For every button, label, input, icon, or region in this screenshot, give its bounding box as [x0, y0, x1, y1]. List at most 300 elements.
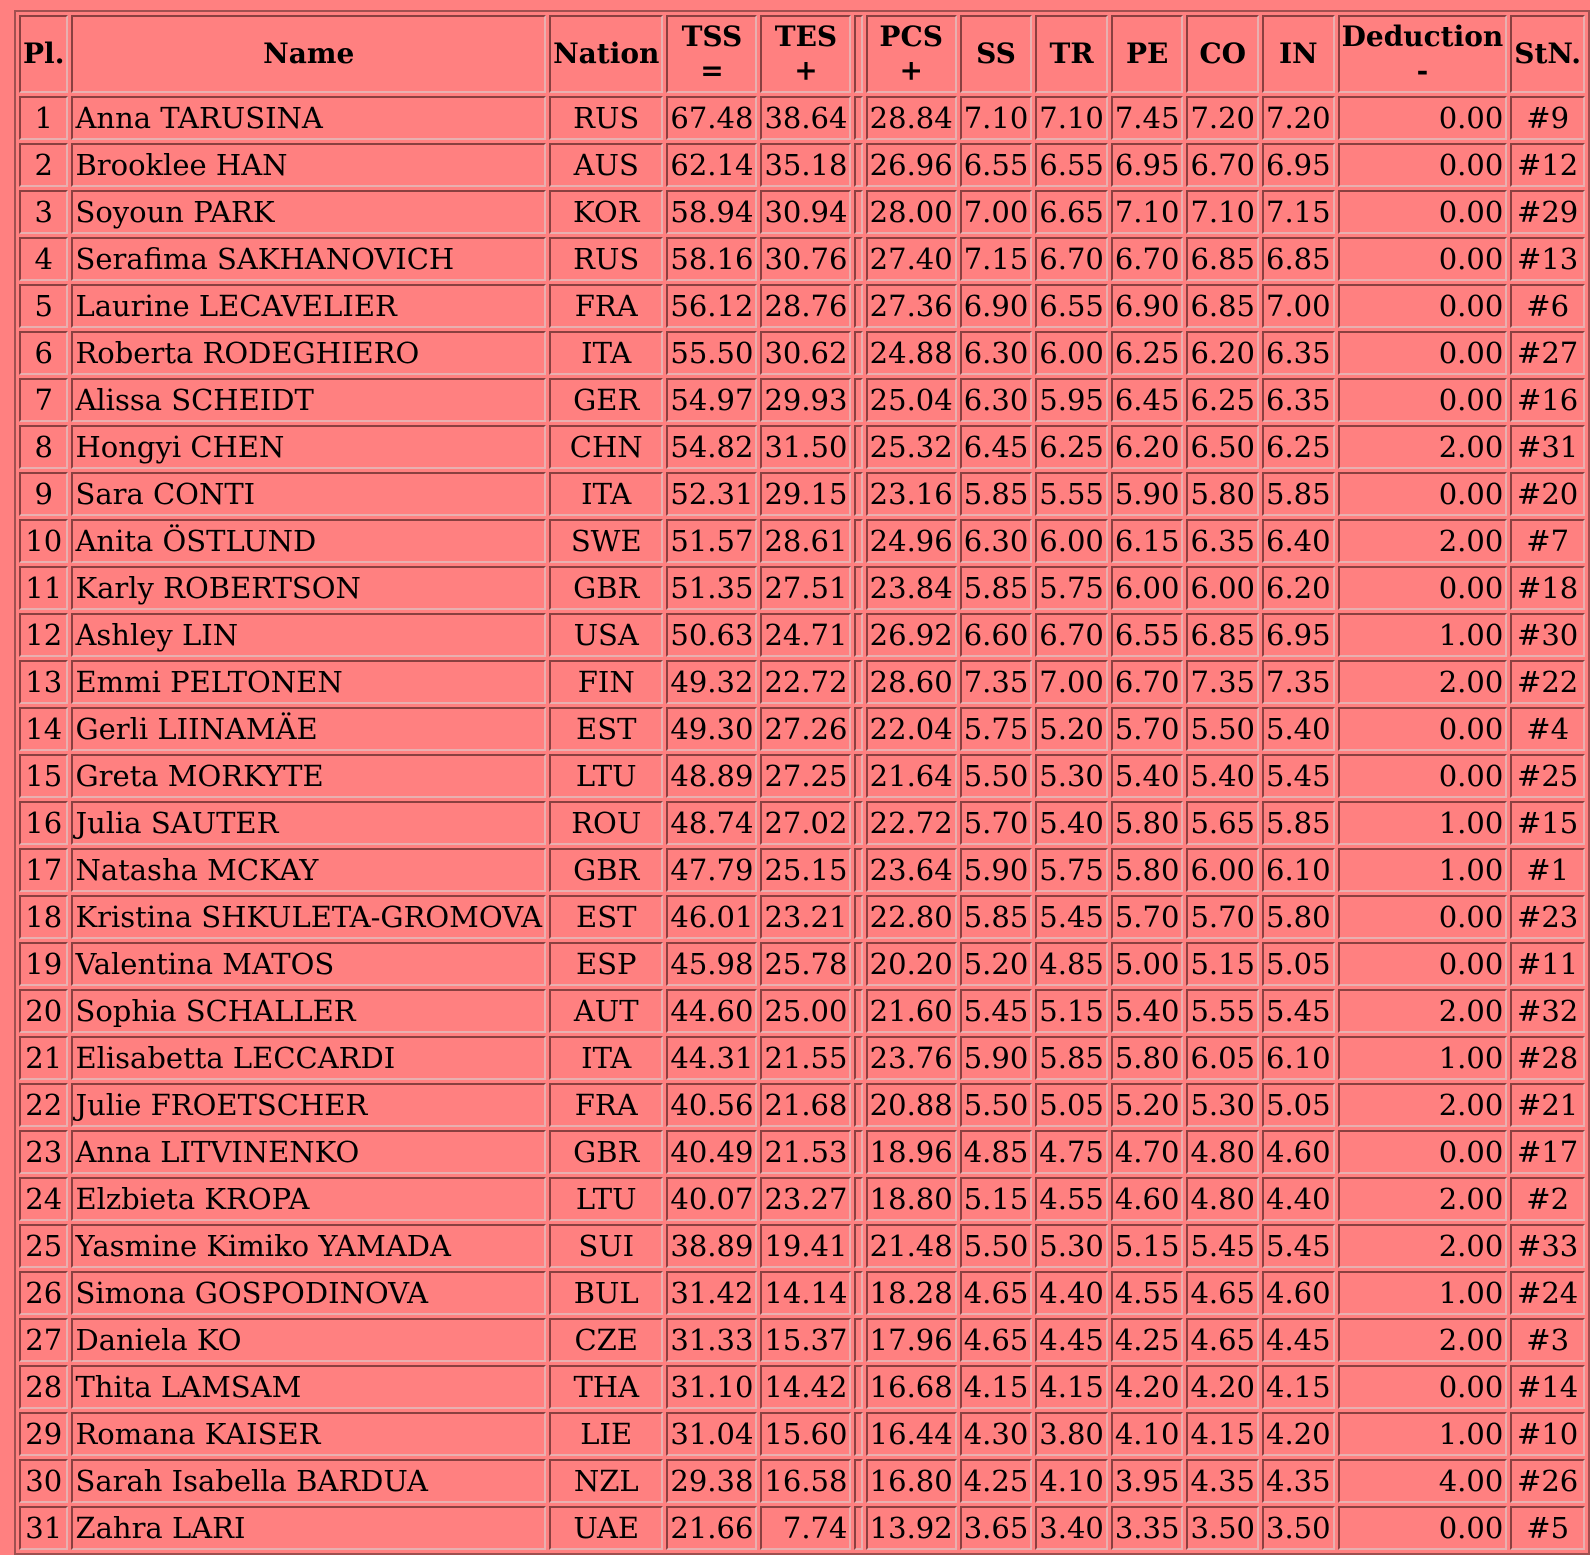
place-cell: 19 — [19, 942, 68, 986]
column-spacer — [854, 707, 862, 751]
in-cell: 7.20 — [1262, 96, 1335, 140]
in-cell: 6.35 — [1262, 378, 1335, 422]
tr-cell: 5.05 — [1035, 1083, 1108, 1127]
tss-cell: 31.33 — [666, 1318, 757, 1362]
tss-cell: 55.50 — [666, 331, 757, 375]
tss-cell: 44.60 — [666, 989, 757, 1033]
pcs-cell: 26.92 — [866, 613, 957, 657]
header-pcs-label: PCS — [879, 20, 943, 53]
tes-cell: 25.78 — [760, 942, 851, 986]
co-cell: 7.20 — [1186, 96, 1259, 140]
pcs-cell: 28.60 — [866, 660, 957, 704]
header-tss-symbol: = — [700, 54, 724, 87]
name-cell: Roberta RODEGHIERO — [71, 331, 546, 375]
place-cell: 18 — [19, 895, 68, 939]
ss-cell: 6.30 — [960, 519, 1033, 563]
ss-cell: 5.75 — [960, 707, 1033, 751]
tss-cell: 46.01 — [666, 895, 757, 939]
pe-cell: 7.45 — [1111, 96, 1184, 140]
tes-cell: 25.00 — [760, 989, 851, 1033]
pe-cell: 4.25 — [1111, 1318, 1184, 1362]
table-row — [19, 848, 1585, 892]
name-cell: Kristina SHKULETA-GROMOVA — [71, 895, 546, 939]
start-number-cell: #23 — [1510, 895, 1585, 939]
deduction-cell: 2.00 — [1338, 1318, 1508, 1362]
header-pcs-symbol: + — [899, 54, 923, 87]
tes-cell: 15.60 — [760, 1412, 851, 1456]
pe-cell: 5.90 — [1111, 472, 1184, 516]
table-row — [19, 1318, 1585, 1362]
tes-cell: 23.27 — [760, 1177, 851, 1221]
pe-cell: 5.70 — [1111, 895, 1184, 939]
pe-cell: 6.45 — [1111, 378, 1184, 422]
column-spacer — [854, 1506, 862, 1550]
name-cell: Anita ÖSTLUND — [71, 519, 546, 563]
place-cell: 30 — [19, 1459, 68, 1503]
ss-cell: 7.10 — [960, 96, 1033, 140]
table-row — [19, 378, 1585, 422]
start-number-cell: #26 — [1510, 1459, 1585, 1503]
tr-cell: 5.85 — [1035, 1036, 1108, 1080]
place-cell: 14 — [19, 707, 68, 751]
deduction-cell: 0.00 — [1338, 331, 1508, 375]
name-cell: Elzbieta KROPA — [71, 1177, 546, 1221]
in-cell: 6.95 — [1262, 613, 1335, 657]
header-tss-label: TSS — [681, 20, 743, 53]
in-cell: 6.10 — [1262, 848, 1335, 892]
tss-cell: 49.30 — [666, 707, 757, 751]
header-pe: PE — [1111, 15, 1184, 93]
tr-cell: 7.00 — [1035, 660, 1108, 704]
co-cell: 5.70 — [1186, 895, 1259, 939]
deduction-cell: 0.00 — [1338, 754, 1508, 798]
tss-cell: 56.12 — [666, 284, 757, 328]
table-row — [19, 190, 1585, 234]
column-spacer — [854, 1177, 862, 1221]
start-number-cell: #11 — [1510, 942, 1585, 986]
name-cell: Anna TARUSINA — [71, 96, 546, 140]
in-cell: 5.45 — [1262, 754, 1335, 798]
tes-cell: 23.21 — [760, 895, 851, 939]
name-cell: Anna LITVINENKO — [71, 1130, 546, 1174]
in-cell: 7.35 — [1262, 660, 1335, 704]
nation-cell: NZL — [549, 1459, 663, 1503]
table-row — [19, 1083, 1585, 1127]
nation-cell: ESP — [549, 942, 663, 986]
nation-cell: AUT — [549, 989, 663, 1033]
column-spacer — [854, 519, 862, 563]
nation-cell: FRA — [549, 284, 663, 328]
ss-cell: 4.65 — [960, 1318, 1033, 1362]
tr-cell: 4.45 — [1035, 1318, 1108, 1362]
ss-cell: 5.45 — [960, 989, 1033, 1033]
tss-cell: 54.82 — [666, 425, 757, 469]
in-cell: 4.20 — [1262, 1412, 1335, 1456]
pcs-cell: 27.40 — [866, 237, 957, 281]
co-cell: 7.35 — [1186, 660, 1259, 704]
header-deduction — [1338, 15, 1508, 93]
tes-cell: 31.50 — [760, 425, 851, 469]
name-cell: Zahra LARI — [71, 1506, 546, 1550]
nation-cell: ITA — [549, 472, 663, 516]
table-row — [19, 1130, 1585, 1174]
tes-cell: 16.58 — [760, 1459, 851, 1503]
header-pcs — [866, 15, 957, 93]
start-number-cell: #1 — [1510, 848, 1585, 892]
tss-cell: 44.31 — [666, 1036, 757, 1080]
tes-cell: 27.26 — [760, 707, 851, 751]
ss-cell: 6.90 — [960, 284, 1033, 328]
table-row — [19, 1177, 1585, 1221]
nation-cell: ROU — [549, 801, 663, 845]
start-number-cell: #17 — [1510, 1130, 1585, 1174]
name-cell: Serafima SAKHANOVICH — [71, 237, 546, 281]
name-cell: Natasha MCKAY — [71, 848, 546, 892]
table-row — [19, 989, 1585, 1033]
ss-cell: 4.65 — [960, 1271, 1033, 1315]
co-cell: 5.55 — [1186, 989, 1259, 1033]
deduction-cell: 1.00 — [1338, 1412, 1508, 1456]
tss-cell: 62.14 — [666, 143, 757, 187]
deduction-cell: 2.00 — [1338, 1083, 1508, 1127]
co-cell: 5.45 — [1186, 1224, 1259, 1268]
column-spacer — [854, 942, 862, 986]
tr-cell: 6.55 — [1035, 143, 1108, 187]
tes-cell: 30.62 — [760, 331, 851, 375]
table-row — [19, 1506, 1585, 1550]
tr-cell: 4.10 — [1035, 1459, 1108, 1503]
start-number-cell: #20 — [1510, 472, 1585, 516]
column-spacer — [854, 1365, 862, 1409]
in-cell: 6.25 — [1262, 425, 1335, 469]
tes-cell: 19.41 — [760, 1224, 851, 1268]
ss-cell: 4.30 — [960, 1412, 1033, 1456]
pe-cell: 3.95 — [1111, 1459, 1184, 1503]
tes-cell: 27.25 — [760, 754, 851, 798]
table-row — [19, 1459, 1585, 1503]
tss-cell: 51.35 — [666, 566, 757, 610]
table-row — [19, 425, 1585, 469]
co-cell: 5.30 — [1186, 1083, 1259, 1127]
deduction-cell: 0.00 — [1338, 143, 1508, 187]
column-spacer — [854, 190, 862, 234]
in-cell: 4.35 — [1262, 1459, 1335, 1503]
nation-cell: KOR — [549, 190, 663, 234]
pcs-cell: 23.16 — [866, 472, 957, 516]
nation-cell: ITA — [549, 1036, 663, 1080]
pcs-cell: 22.80 — [866, 895, 957, 939]
deduction-cell: 1.00 — [1338, 1271, 1508, 1315]
tss-cell: 50.63 — [666, 613, 757, 657]
co-cell: 5.65 — [1186, 801, 1259, 845]
tes-cell: 14.14 — [760, 1271, 851, 1315]
start-number-cell: #21 — [1510, 1083, 1585, 1127]
tes-cell: 22.72 — [760, 660, 851, 704]
pcs-cell: 22.04 — [866, 707, 957, 751]
ss-cell: 3.65 — [960, 1506, 1033, 1550]
pe-cell: 5.80 — [1111, 801, 1184, 845]
deduction-cell: 0.00 — [1338, 1365, 1508, 1409]
column-spacer — [854, 237, 862, 281]
tss-cell: 31.10 — [666, 1365, 757, 1409]
ss-cell: 5.20 — [960, 942, 1033, 986]
co-cell: 4.65 — [1186, 1271, 1259, 1315]
co-cell: 7.10 — [1186, 190, 1259, 234]
tr-cell: 4.55 — [1035, 1177, 1108, 1221]
deduction-cell: 2.00 — [1338, 425, 1508, 469]
pe-cell: 5.80 — [1111, 848, 1184, 892]
name-cell: Simona GOSPODINOVA — [71, 1271, 546, 1315]
nation-cell: FRA — [549, 1083, 663, 1127]
tr-cell: 5.75 — [1035, 566, 1108, 610]
tes-cell: 15.37 — [760, 1318, 851, 1362]
in-cell: 5.40 — [1262, 707, 1335, 751]
nation-cell: ITA — [549, 331, 663, 375]
deduction-cell: 0.00 — [1338, 190, 1508, 234]
pe-cell: 4.20 — [1111, 1365, 1184, 1409]
header-deduction-label: Deduction — [1341, 20, 1504, 53]
header-deduction-symbol: - — [1416, 54, 1429, 87]
pe-cell: 5.20 — [1111, 1083, 1184, 1127]
place-cell: 28 — [19, 1365, 68, 1409]
pe-cell: 5.40 — [1111, 989, 1184, 1033]
co-cell: 4.15 — [1186, 1412, 1259, 1456]
start-number-cell: #25 — [1510, 754, 1585, 798]
place-cell: 2 — [19, 143, 68, 187]
tr-cell: 5.75 — [1035, 848, 1108, 892]
name-cell: Emmi PELTONEN — [71, 660, 546, 704]
tes-cell: 21.68 — [760, 1083, 851, 1127]
name-cell: Thita LAMSAM — [71, 1365, 546, 1409]
tss-cell: 31.42 — [666, 1271, 757, 1315]
pe-cell: 5.15 — [1111, 1224, 1184, 1268]
name-cell: Elisabetta LECCARDI — [71, 1036, 546, 1080]
in-cell: 5.85 — [1262, 801, 1335, 845]
in-cell: 7.00 — [1262, 284, 1335, 328]
tss-cell: 21.66 — [666, 1506, 757, 1550]
tes-cell: 25.15 — [760, 848, 851, 892]
tes-cell: 29.93 — [760, 378, 851, 422]
column-spacer — [854, 1130, 862, 1174]
table-row — [19, 942, 1585, 986]
tr-cell: 6.00 — [1035, 331, 1108, 375]
start-number-cell: #31 — [1510, 425, 1585, 469]
place-cell: 20 — [19, 989, 68, 1033]
in-cell: 4.60 — [1262, 1130, 1335, 1174]
table-row — [19, 331, 1585, 375]
nation-cell: UAE — [549, 1506, 663, 1550]
pcs-cell: 16.80 — [866, 1459, 957, 1503]
tr-cell: 3.80 — [1035, 1412, 1108, 1456]
co-cell: 4.80 — [1186, 1130, 1259, 1174]
pcs-cell: 18.28 — [866, 1271, 957, 1315]
tes-cell: 14.42 — [760, 1365, 851, 1409]
table-row — [19, 707, 1585, 751]
nation-cell: BUL — [549, 1271, 663, 1315]
start-number-cell: #12 — [1510, 143, 1585, 187]
tes-cell: 28.61 — [760, 519, 851, 563]
deduction-cell: 0.00 — [1338, 1130, 1508, 1174]
tr-cell: 6.70 — [1035, 237, 1108, 281]
in-cell: 6.10 — [1262, 1036, 1335, 1080]
name-cell: Laurine LECAVELIER — [71, 284, 546, 328]
pcs-cell: 22.72 — [866, 801, 957, 845]
table-row — [19, 613, 1585, 657]
co-cell: 3.50 — [1186, 1506, 1259, 1550]
pe-cell: 4.60 — [1111, 1177, 1184, 1221]
start-number-cell: #28 — [1510, 1036, 1585, 1080]
co-cell: 5.50 — [1186, 707, 1259, 751]
column-spacer — [854, 613, 862, 657]
co-cell: 6.50 — [1186, 425, 1259, 469]
name-cell: Greta MORKYTE — [71, 754, 546, 798]
nation-cell: USA — [549, 613, 663, 657]
column-spacer — [854, 284, 862, 328]
ss-cell: 6.30 — [960, 331, 1033, 375]
name-cell: Sophia SCHALLER — [71, 989, 546, 1033]
header-nation: Nation — [549, 15, 663, 93]
tss-cell: 48.74 — [666, 801, 757, 845]
start-number-cell: #7 — [1510, 519, 1585, 563]
deduction-cell: 1.00 — [1338, 1036, 1508, 1080]
table-row — [19, 566, 1585, 610]
pe-cell: 6.70 — [1111, 237, 1184, 281]
place-cell: 5 — [19, 284, 68, 328]
pe-cell: 5.00 — [1111, 942, 1184, 986]
nation-cell: RUS — [549, 96, 663, 140]
place-cell: 17 — [19, 848, 68, 892]
tr-cell: 4.75 — [1035, 1130, 1108, 1174]
table-row — [19, 472, 1585, 516]
ss-cell: 4.15 — [960, 1365, 1033, 1409]
nation-cell: AUS — [549, 143, 663, 187]
pcs-cell: 23.76 — [866, 1036, 957, 1080]
name-cell: Julia SAUTER — [71, 801, 546, 845]
name-cell: Julie FROETSCHER — [71, 1083, 546, 1127]
tr-cell: 3.40 — [1035, 1506, 1108, 1550]
ss-cell: 4.85 — [960, 1130, 1033, 1174]
pcs-cell: 27.36 — [866, 284, 957, 328]
column-spacer — [854, 848, 862, 892]
tss-cell: 67.48 — [666, 96, 757, 140]
pe-cell: 6.20 — [1111, 425, 1184, 469]
table-row — [19, 660, 1585, 704]
nation-cell: EST — [549, 707, 663, 751]
co-cell: 5.15 — [1186, 942, 1259, 986]
tr-cell: 5.30 — [1035, 1224, 1108, 1268]
co-cell: 6.25 — [1186, 378, 1259, 422]
table-row — [19, 1365, 1585, 1409]
place-cell: 27 — [19, 1318, 68, 1362]
tes-cell: 24.71 — [760, 613, 851, 657]
place-cell: 25 — [19, 1224, 68, 1268]
name-cell: Sarah Isabella BARDUA — [71, 1459, 546, 1503]
in-cell: 5.05 — [1262, 1083, 1335, 1127]
deduction-cell: 0.00 — [1338, 707, 1508, 751]
start-number-cell: #6 — [1510, 284, 1585, 328]
place-cell: 15 — [19, 754, 68, 798]
pe-cell: 3.35 — [1111, 1506, 1184, 1550]
tr-cell: 6.70 — [1035, 613, 1108, 657]
pe-cell: 6.00 — [1111, 566, 1184, 610]
in-cell: 6.40 — [1262, 519, 1335, 563]
co-cell: 4.80 — [1186, 1177, 1259, 1221]
pcs-cell: 18.80 — [866, 1177, 957, 1221]
ss-cell: 5.50 — [960, 1224, 1033, 1268]
pe-cell: 5.70 — [1111, 707, 1184, 751]
column-spacer — [854, 989, 862, 1033]
header-start-number: StN. — [1510, 15, 1585, 93]
start-number-cell: #32 — [1510, 989, 1585, 1033]
pcs-cell: 26.96 — [866, 143, 957, 187]
name-cell: Yasmine Kimiko YAMADA — [71, 1224, 546, 1268]
nation-cell: THA — [549, 1365, 663, 1409]
tes-cell: 7.74 — [760, 1506, 851, 1550]
place-cell: 21 — [19, 1036, 68, 1080]
start-number-cell: #2 — [1510, 1177, 1585, 1221]
start-number-cell: #24 — [1510, 1271, 1585, 1315]
pcs-cell: 28.00 — [866, 190, 957, 234]
start-number-cell: #5 — [1510, 1506, 1585, 1550]
column-spacer — [854, 1224, 862, 1268]
in-cell: 7.15 — [1262, 190, 1335, 234]
nation-cell: CHN — [549, 425, 663, 469]
tes-cell: 35.18 — [760, 143, 851, 187]
results-body — [19, 96, 1585, 1550]
ss-cell: 6.45 — [960, 425, 1033, 469]
tr-cell: 4.85 — [1035, 942, 1108, 986]
column-spacer — [854, 378, 862, 422]
column-spacer — [854, 96, 862, 140]
deduction-cell: 1.00 — [1338, 801, 1508, 845]
in-cell: 6.95 — [1262, 143, 1335, 187]
start-number-cell: #13 — [1510, 237, 1585, 281]
results-table — [14, 10, 1590, 1555]
ss-cell: 6.30 — [960, 378, 1033, 422]
start-number-cell: #30 — [1510, 613, 1585, 657]
tr-cell: 6.55 — [1035, 284, 1108, 328]
co-cell: 6.20 — [1186, 331, 1259, 375]
place-cell: 10 — [19, 519, 68, 563]
start-number-cell: #3 — [1510, 1318, 1585, 1362]
ss-cell: 5.85 — [960, 472, 1033, 516]
co-cell: 5.80 — [1186, 472, 1259, 516]
place-cell: 29 — [19, 1412, 68, 1456]
deduction-cell: 0.00 — [1338, 96, 1508, 140]
column-spacer — [854, 1318, 862, 1362]
name-cell: Valentina MATOS — [71, 942, 546, 986]
tes-cell: 29.15 — [760, 472, 851, 516]
co-cell: 5.40 — [1186, 754, 1259, 798]
column-spacer — [854, 472, 862, 516]
header-tes-symbol: + — [794, 54, 818, 87]
pcs-cell: 24.88 — [866, 331, 957, 375]
nation-cell: EST — [549, 895, 663, 939]
nation-cell: LIE — [549, 1412, 663, 1456]
name-cell: Soyoun PARK — [71, 190, 546, 234]
column-spacer — [854, 660, 862, 704]
ss-cell: 5.90 — [960, 1036, 1033, 1080]
table-row — [19, 801, 1585, 845]
co-cell: 6.00 — [1186, 848, 1259, 892]
tr-cell: 5.55 — [1035, 472, 1108, 516]
deduction-cell: 0.00 — [1338, 566, 1508, 610]
deduction-cell: 1.00 — [1338, 848, 1508, 892]
tr-cell: 6.25 — [1035, 425, 1108, 469]
tr-cell: 4.15 — [1035, 1365, 1108, 1409]
tes-cell: 21.53 — [760, 1130, 851, 1174]
table-row — [19, 237, 1585, 281]
